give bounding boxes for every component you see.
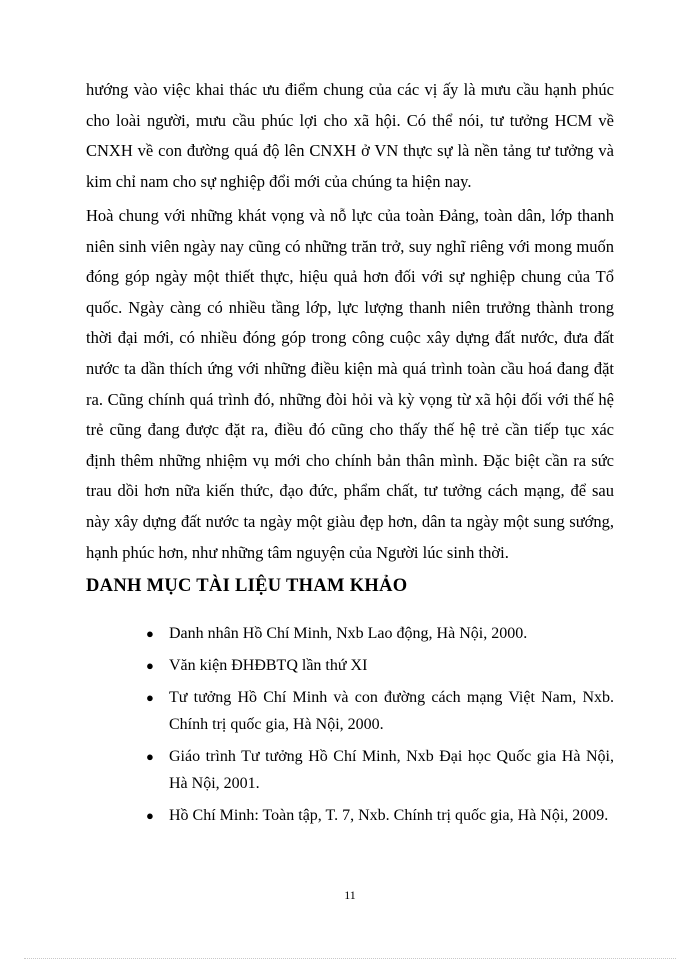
reference-text: Hồ Chí Minh: Toàn tập, T. 7, Nxb. Chính trị quốc gia, Hà Nội, 2009. [169,807,609,824]
reference-item-4 [0,743,700,797]
references-heading: DANH MỤC TÀI LIỆU THAM KHẢO [86,576,408,596]
bullet-icon: ● [146,808,154,823]
reference-text: Giáo trình Tư tưởng Hồ Chí Minh, Nxb Đại học Quốc gia Hà Nội, Hà Nội, 2001. [169,748,614,792]
reference-text: Văn kiện ĐHĐBTQ lần thứ XI [169,657,368,674]
reference-item-1 [0,620,700,647]
bullet-icon: ● [146,749,154,764]
reference-text: Danh nhân Hồ Chí Minh, Nxb Lao động, Hà Nội, 2000. [169,625,528,642]
reference-item-2 [0,652,700,679]
bullet-icon: ● [146,690,154,705]
references-list [0,620,700,829]
bullet-icon: ● [146,626,154,641]
body-paragraph-1: hướng vào việc khai thác ưu điểm chung của các vị ấy là mưu cầu hạnh phúc cho loài người, mưu cầu phúc lợi cho xã hội. Có thể nói, tư tưởng HCM về CNXH về con đường quá độ lên CNXH ở VN thực sự là nền tảng tư tưởng và kim chỉ nam cho sự nghiệp đổi mới của chúng ta hiện nay. [86,80,614,191]
bullet-icon: ● [146,658,154,673]
reference-item-3 [0,684,700,738]
body-paragraph-2: Hoà chung với những khát vọng và nỗ lực của toàn Đảng, toàn dân, lớp thanh niên sinh viên ngày nay cũng có những trăn trở, suy nghĩ riêng với mong muốn đóng góp ngày một thiết thực, hiệu quả hơn đối với sự nghiệp chung của Tổ quốc. Ngày càng có nhiều tầng lớp, lực lượng thanh niên trưởng thành trong thời đại mới, có nhiều đóng góp trong công cuộc xây dựng đất nước, đưa đất nước ta dần thích ứng với những điều kiện mà quá trình toàn cầu hoá đang đặt ra. Cũng chính quá trình đó, những đòi hỏi và kỳ vọng từ xã hội đối với thế hệ trẻ cũng đang được đặt ra, điều đó cũng cho thấy thế hệ trẻ cần tiếp tục xác định thêm những nhiệm vụ mới cho chính bản thân mình. Đặc biệt cần ra sức trau dồi hơn nữa kiến thức, đạo đức, phẩm chất, tư tưởng cách mạng, để sau này xây dựng đất nước ta ngày một giàu đẹp hơn, dân ta ngày một sung sướng, hạnh phúc hơn, như những tâm nguyện của Người lúc sinh thời. [86,206,614,562]
page-number: 11 [344,888,356,902]
reference-item-5 [0,802,700,829]
reference-text: Tư tưởng Hồ Chí Minh và con đường cách mạng Việt Nam, Nxb. Chính trị quốc gia, Hà Nội, 2000. [169,689,614,733]
page-edge-divider [24,958,676,959]
